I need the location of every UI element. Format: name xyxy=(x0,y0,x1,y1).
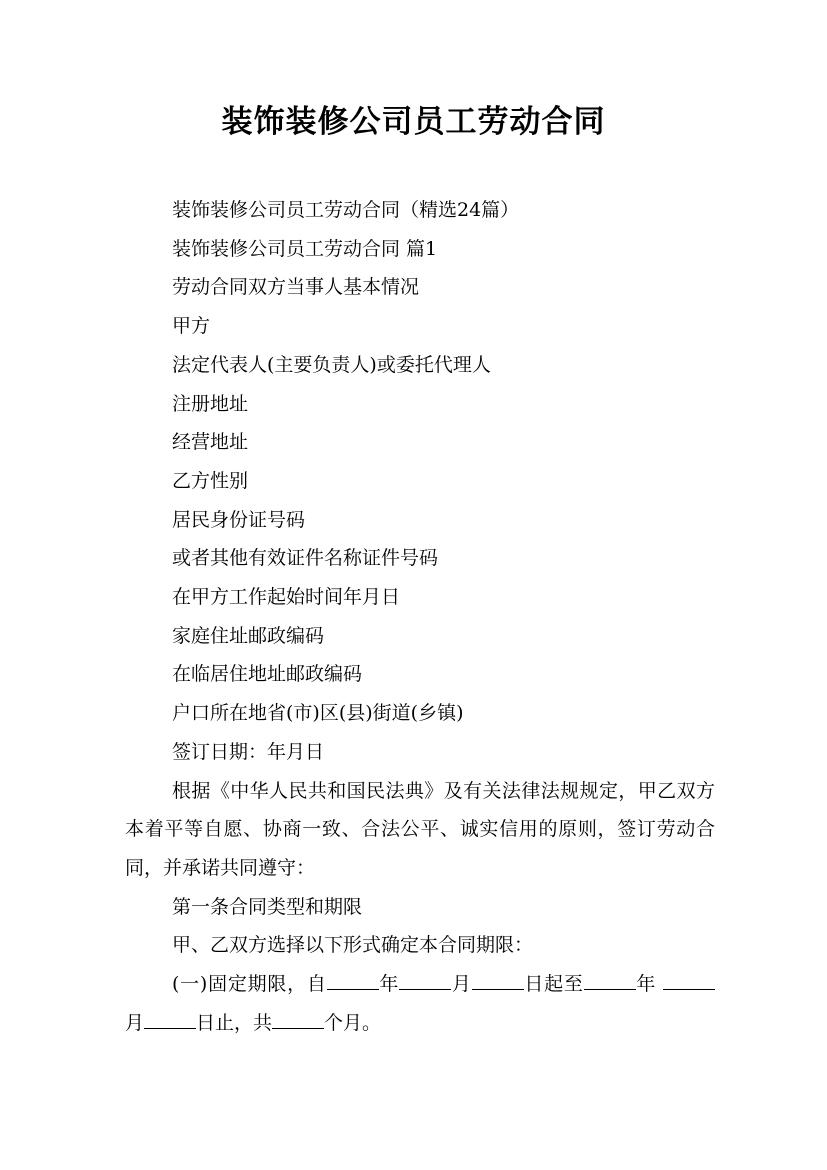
doc-line: 甲方 xyxy=(172,315,211,338)
blank-field xyxy=(272,1012,324,1029)
blank-field xyxy=(399,973,451,990)
unit-label: 日止，共 xyxy=(196,1011,273,1034)
doc-line: 户口所在地省(市)区(县)街道(乡镇) xyxy=(172,702,464,725)
blank-field xyxy=(144,1012,196,1029)
doc-line: 或者其他有效证件名称证件号码 xyxy=(172,547,439,570)
doc-line: 装饰装修公司员工劳动合同 篇1 xyxy=(172,237,438,260)
unit-label: 日起至 xyxy=(523,973,584,996)
document-title: 装饰装修公司员工劳动合同 xyxy=(221,104,606,140)
doc-line: 经营地址 xyxy=(172,431,249,454)
article-heading: 第一条合同类型和期限 xyxy=(172,895,363,918)
doc-line: 家庭住址邮政编码 xyxy=(172,624,325,647)
unit-label: 年 xyxy=(635,973,657,996)
doc-line: 在临居住地址邮政编码 xyxy=(172,663,363,686)
doc-line: 在甲方工作起始时间年月日 xyxy=(172,586,401,609)
doc-line: 签订日期：年月日 xyxy=(172,740,325,763)
fixed-term-prefix: (一)固定期限，自 xyxy=(172,973,327,996)
fixed-term-clause xyxy=(125,965,715,1042)
blank-field xyxy=(327,973,379,990)
doc-line: 装饰装修公司员工劳动合同（精选24篇） xyxy=(172,199,520,221)
basis-paragraph: 根据《中华人民共和国民法典》及有关法律法规规定，甲乙双方本着平等自愿、协商一致、合法公平、诚实信用的原则，签订劳动合同，并承诺共同遵守： xyxy=(125,779,715,879)
unit-label: 年 xyxy=(378,973,400,996)
doc-line: 乙方性别 xyxy=(172,469,249,492)
unit-label: 月 xyxy=(125,1011,145,1034)
blank-field xyxy=(584,973,636,990)
unit-label: 个月。 xyxy=(324,1011,382,1034)
unit-label: 月 xyxy=(451,973,472,996)
doc-line: 劳动合同双方当事人基本情况 xyxy=(172,276,420,299)
blank-field xyxy=(472,973,524,990)
doc-line: 注册地址 xyxy=(172,392,249,415)
doc-line: 居民身份证号码 xyxy=(172,508,306,531)
blank-field xyxy=(663,973,715,990)
article-intro: 甲、乙双方选择以下形式确定本合同期限： xyxy=(172,934,534,957)
document-body xyxy=(125,191,715,1042)
doc-line: 法定代表人(主要负责人)或委托代理人 xyxy=(172,353,491,376)
